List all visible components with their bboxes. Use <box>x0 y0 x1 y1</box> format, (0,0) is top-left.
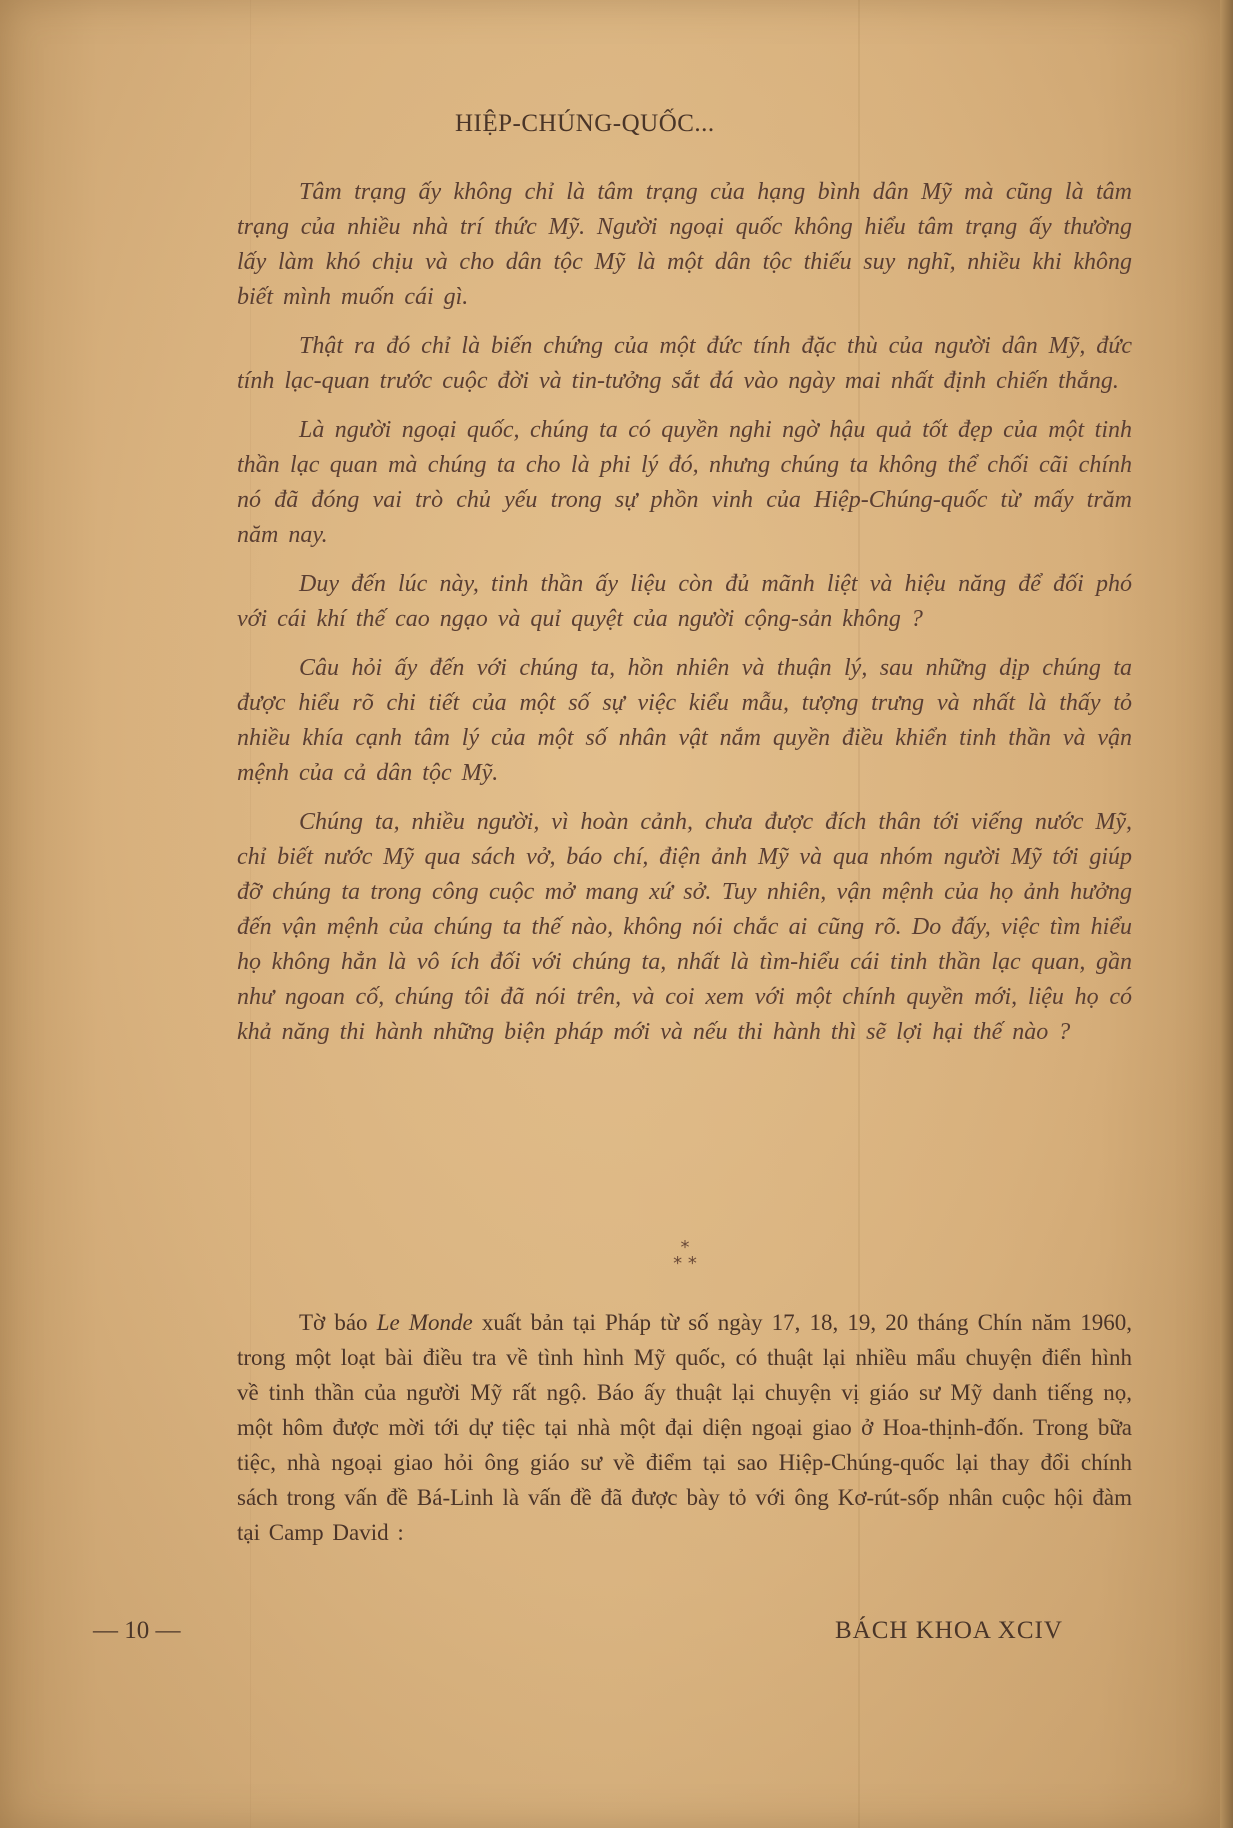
paragraph: Thật ra đó chỉ là biến chứng của một đức tính đặc thù của người dân Mỹ, đức tính lạc-quan trước cuộc đời và tin-tưởng sắt đá vào ngày mai nhất định chiến thắng. <box>237 333 1132 394</box>
page-edge <box>1220 0 1233 1828</box>
page-number: — 10 — <box>93 1617 181 1644</box>
running-head: HIỆP-CHÚNG-QUỐC... <box>455 110 715 137</box>
paragraph-text: Tờ báo <box>299 1310 377 1335</box>
paragraph <box>237 1305 1132 1550</box>
paragraph: Câu hỏi ấy đến với chúng ta, hồn nhiên và thuận lý, sau những dịp chúng ta được hiểu rõ chi tiết của một số sự việc kiểu mẫu, tượng trưng và nhất là thấy tỏ nhiều khía cạnh tâm lý của một số nhân vật nắm quyền điều khiển tinh thần và vận mệnh của cả dân tộc Mỹ. <box>237 655 1132 786</box>
section-divider <box>660 1237 710 1274</box>
paragraph: Tâm trạng ấy không chỉ là tâm trạng của hạng bình dân Mỹ mà cũng là tâm trạng của nhiều nhà trí thức Mỹ. Người ngoại quốc không hiểu tâm trạng ấy thường lấy làm khó chịu và cho dân tộc Mỹ là một dân tộc thiếu suy nghĩ, nhiều khi không biết mình muốn cái gì. <box>237 179 1132 310</box>
roman-text-block <box>237 1305 1132 1550</box>
paragraph-text: xuất bản tại Pháp từ số ngày 17, 18, 19, 20 tháng Chín năm 1960, trong một loạt bài điều tra về tình hình Mỹ quốc, có thuật lại nhiều mẩu chuyện điển hình về tinh thần của người Mỹ rất ngộ. Báo ấy thuật lại chuyện vị giáo sư Mỹ danh tiếng nọ, một hôm được mời tới dự tiệc tại nhà một đại diện ngoại giao ở Hoa-thịnh-đốn. Trong bữa tiệc, nhà ngoại giao hỏi ông giáo sư về điểm tại sao Hiệp-Chúng-quốc lại thay đổi chính sách trong vấn đề Bá-Linh là vấn đề đã được bày tỏ với ông Kơ-rút-sốp nhân cuộc hội đàm tại Camp David : <box>237 1310 1133 1545</box>
newspaper-name: Le Monde <box>376 1310 473 1335</box>
paragraph: Duy đến lúc này, tinh thần ấy liệu còn đủ mãnh liệt và hiệu năng để đối phó với cái khí thế cao ngạo và quỉ quyệt của người cộng-sản không ? <box>237 571 1132 632</box>
magazine-title: BÁCH KHOA XCIV <box>835 1617 1063 1644</box>
divider-stars-bottom: * * <box>673 1253 697 1274</box>
paragraph: Chúng ta, nhiều người, vì hoàn cảnh, chưa được đích thân tới viếng nước Mỹ, chỉ biết nước Mỹ qua sách vở, báo chí, điện ảnh Mỹ và qua nhóm người Mỹ tới giúp đỡ chúng ta trong công cuộc mở mang xứ sở. Tuy nhiên, vận mệnh của họ ảnh hưởng đến vận mệnh của chúng ta thế nào, không nói chắc ai cũng rõ. Do đấy, việc tìm hiểu họ không hẳn là vô ích đối với chúng ta, nhất là tìm-hiểu cái tinh thần lạc quan, gần như ngoan cố, chúng tôi đã nói trên, và coi xem với một chính quyền mới, liệu họ có khả năng thi hành những biện pháp mới và nếu thi hành thì sẽ lợi hại thế nào ? <box>237 809 1132 1045</box>
divider-star-top: * <box>680 1237 690 1258</box>
paragraph: Là người ngoại quốc, chúng ta có quyền nghi ngờ hậu quả tốt đẹp của một tinh thần lạc quan mà chúng ta cho là phi lý đó, nhưng chúng ta không thể chối cãi chính nó đã đóng vai trò chủ yếu trong sự phồn vinh của Hiệp-Chúng-quốc từ mấy trăm năm nay. <box>237 417 1132 548</box>
italic-text-block <box>237 175 1132 1064</box>
